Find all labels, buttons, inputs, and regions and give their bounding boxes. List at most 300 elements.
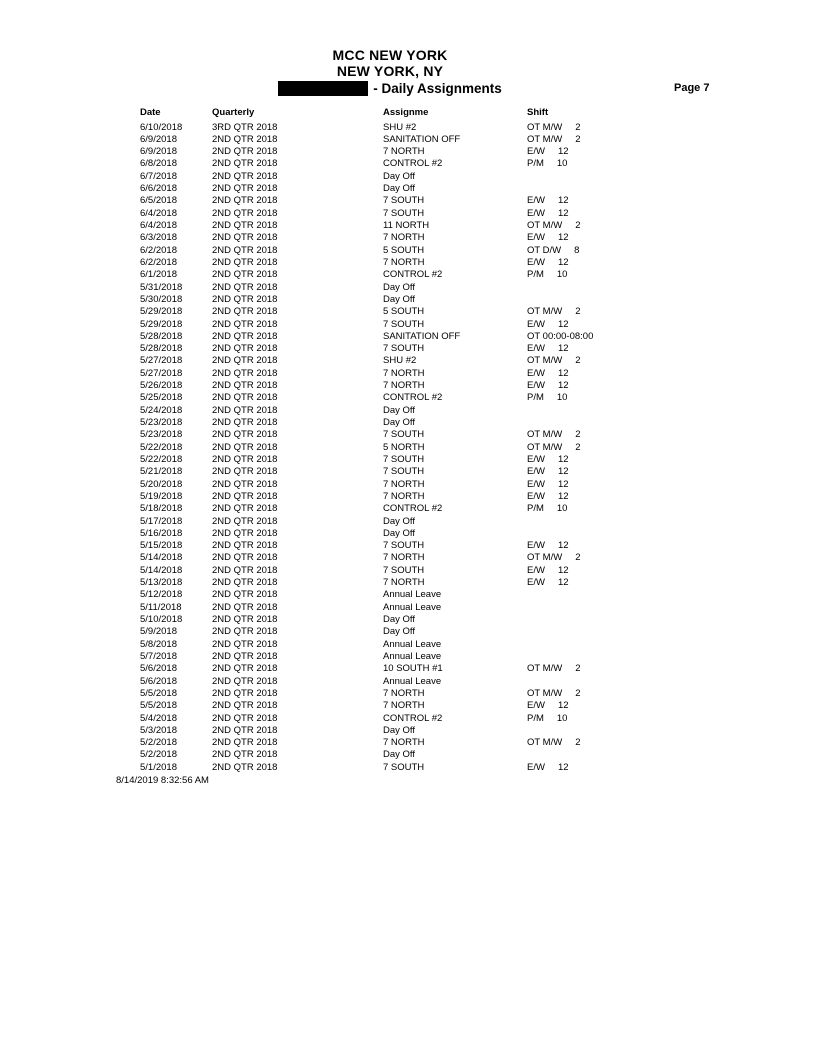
table-row xyxy=(140,319,740,331)
shift-hours: 2 xyxy=(575,121,581,133)
cell-shift xyxy=(527,639,727,651)
cell-date: 5/7/2018 xyxy=(140,650,177,662)
cell-assignment: SANITATION OFF xyxy=(383,133,461,145)
table-row xyxy=(140,269,740,281)
cell-assignment: 7 NORTH xyxy=(383,380,425,392)
cell-date: 5/4/2018 xyxy=(140,712,177,724)
redacted-name-box xyxy=(278,81,368,96)
cell-assignment: 7 NORTH xyxy=(383,577,425,589)
shift-hours: 12 xyxy=(557,380,569,392)
shift-hours: 12 xyxy=(557,577,569,589)
table-row xyxy=(140,565,740,577)
cell-shift xyxy=(527,392,727,404)
cell-quarterly: 2ND QTR 2018 xyxy=(212,380,278,392)
report-title-line xyxy=(0,80,780,97)
shift-hours: 12 xyxy=(557,564,569,576)
cell-shift xyxy=(527,368,727,380)
cell-quarterly: 2ND QTR 2018 xyxy=(212,417,278,428)
cell-shift xyxy=(527,442,727,454)
cell-assignment: Annual Leave xyxy=(383,650,442,662)
cell-shift xyxy=(527,725,727,737)
shift-hours: 10 xyxy=(556,269,568,281)
cell-assignment: 7 SOUTH xyxy=(383,761,425,773)
cell-date: 5/3/2018 xyxy=(140,724,177,736)
table-row xyxy=(140,380,740,392)
cell-quarterly: 2ND QTR 2018 xyxy=(212,232,278,244)
cell-assignment: SHU #2 xyxy=(383,121,417,133)
cell-shift xyxy=(527,331,727,343)
cell-quarterly: 3RD QTR 2018 xyxy=(212,121,278,133)
cell-assignment: Day Off xyxy=(383,281,416,293)
table-row xyxy=(140,737,740,749)
table-row xyxy=(140,343,740,355)
shift-hours: 2 xyxy=(575,552,581,564)
cell-date: 5/30/2018 xyxy=(140,293,183,305)
cell-assignment: 5 SOUTH xyxy=(383,244,425,256)
cell-shift xyxy=(527,195,727,207)
shift-code: OT M/W xyxy=(527,306,563,318)
cell-quarterly: 2ND QTR 2018 xyxy=(212,256,278,268)
cell-date: 6/8/2018 xyxy=(140,158,177,170)
cell-shift xyxy=(527,762,727,774)
cell-date: 5/6/2018 xyxy=(140,675,177,687)
table-row xyxy=(140,405,740,417)
shift-code: OT M/W xyxy=(527,737,563,749)
shift-code: OT M/W xyxy=(527,220,563,231)
cell-shift xyxy=(527,343,727,355)
cell-quarterly: 2ND QTR 2018 xyxy=(212,552,278,564)
cell-shift xyxy=(527,503,727,515)
cell-date: 5/26/2018 xyxy=(140,380,183,392)
cell-assignment: 7 NORTH xyxy=(383,232,425,244)
table-row xyxy=(140,158,740,170)
cell-assignment: 5 NORTH xyxy=(383,441,425,453)
cell-shift xyxy=(527,540,727,552)
cell-quarterly: 2ND QTR 2018 xyxy=(212,281,278,293)
cell-date: 5/2/2018 xyxy=(140,749,177,761)
cell-date: 5/8/2018 xyxy=(140,638,177,650)
cell-assignment: CONTROL #2 xyxy=(383,269,443,281)
cell-shift xyxy=(527,688,727,700)
cell-assignment: 7 SOUTH xyxy=(383,466,425,478)
table-row xyxy=(140,516,740,528)
cell-quarterly: 2ND QTR 2018 xyxy=(212,330,278,342)
cell-date: 5/22/2018 xyxy=(140,453,183,465)
cell-quarterly: 2ND QTR 2018 xyxy=(212,503,278,515)
shift-hours: 12 xyxy=(557,478,569,490)
cell-shift xyxy=(527,663,727,675)
shift-code: E/W xyxy=(527,232,545,244)
cell-quarterly: 2ND QTR 2018 xyxy=(212,146,278,158)
cell-date: 5/1/2018 xyxy=(140,761,177,773)
cell-date: 5/5/2018 xyxy=(140,687,177,699)
cell-quarterly: 2ND QTR 2018 xyxy=(212,675,278,687)
cell-quarterly: 2ND QTR 2018 xyxy=(212,343,278,355)
shift-hours: 12 xyxy=(557,490,569,502)
cell-date: 5/6/2018 xyxy=(140,663,177,675)
cell-date: 5/29/2018 xyxy=(140,318,183,330)
cell-shift xyxy=(527,479,727,491)
cell-date: 5/10/2018 xyxy=(140,614,183,625)
cell-shift xyxy=(527,355,727,367)
shift-code: OT M/W xyxy=(527,133,563,145)
cell-quarterly: 2ND QTR 2018 xyxy=(212,306,278,318)
cell-quarterly: 2ND QTR 2018 xyxy=(212,466,278,478)
shift-code: E/W xyxy=(527,453,545,465)
shift-code: E/W xyxy=(527,761,545,773)
cell-shift xyxy=(527,676,727,688)
cell-assignment: Day Off xyxy=(383,626,416,638)
shift-code: P/M xyxy=(527,269,544,281)
table-row xyxy=(140,503,740,515)
shift-code: P/M xyxy=(527,712,544,724)
cell-date: 6/4/2018 xyxy=(140,220,177,231)
shift-code: OT M/W xyxy=(527,441,563,453)
cell-quarterly: 2ND QTR 2018 xyxy=(212,626,278,638)
cell-shift xyxy=(527,454,727,466)
cell-shift xyxy=(527,466,727,478)
cell-assignment: 7 NORTH xyxy=(383,490,425,502)
shift-hours: 2 xyxy=(575,355,581,367)
shift-hours: 12 xyxy=(557,453,569,465)
table-row xyxy=(140,392,740,404)
cell-shift xyxy=(527,134,727,146)
cell-shift xyxy=(527,651,727,663)
cell-date: 5/23/2018 xyxy=(140,417,183,428)
cell-shift xyxy=(527,183,727,195)
cell-shift xyxy=(527,257,727,269)
shift-hours: 10 xyxy=(556,712,568,724)
shift-code: E/W xyxy=(527,343,545,355)
shift-hours: 12 xyxy=(557,466,569,478)
cell-date: 5/13/2018 xyxy=(140,577,183,589)
cell-quarterly: 2ND QTR 2018 xyxy=(212,170,278,182)
table-body xyxy=(140,122,740,775)
cell-shift xyxy=(527,589,727,601)
shift-hours: 2 xyxy=(575,663,581,675)
shift-code: OT M/W xyxy=(527,121,563,133)
cell-shift xyxy=(527,602,727,614)
cell-shift xyxy=(527,282,727,294)
shift-code: E/W xyxy=(527,564,545,576)
cell-assignment: 11 NORTH xyxy=(383,220,430,231)
table-row xyxy=(140,306,740,318)
cell-date: 5/25/2018 xyxy=(140,392,183,404)
cell-shift xyxy=(527,737,727,749)
shift-code: OT M/W xyxy=(527,355,563,367)
cell-quarterly: 2ND QTR 2018 xyxy=(212,293,278,305)
table-row xyxy=(140,171,740,183)
table-row xyxy=(140,146,740,158)
cell-assignment: Day Off xyxy=(383,527,416,539)
shift-hours: 12 xyxy=(557,318,569,330)
table-row xyxy=(140,589,740,601)
table-row xyxy=(140,639,740,651)
cell-quarterly: 2ND QTR 2018 xyxy=(212,441,278,453)
table-row xyxy=(140,688,740,700)
cell-assignment: SANITATION OFF xyxy=(383,330,461,342)
cell-assignment: Day Off xyxy=(383,724,416,736)
table-row xyxy=(140,577,740,589)
cell-assignment: 7 NORTH xyxy=(383,737,425,749)
cell-shift xyxy=(527,417,727,429)
table-row xyxy=(140,245,740,257)
shift-code: OT 00:00-08:00 xyxy=(527,330,594,342)
table-row xyxy=(140,122,740,134)
cell-quarterly: 2ND QTR 2018 xyxy=(212,712,278,724)
table-row xyxy=(140,429,740,441)
report-header xyxy=(0,48,780,97)
cell-quarterly: 2ND QTR 2018 xyxy=(212,527,278,539)
cell-assignment: 7 NORTH xyxy=(383,700,425,712)
table-row xyxy=(140,528,740,540)
cell-quarterly: 2ND QTR 2018 xyxy=(212,429,278,441)
cell-shift xyxy=(527,158,727,170)
cell-quarterly: 2ND QTR 2018 xyxy=(212,490,278,502)
cell-quarterly: 2ND QTR 2018 xyxy=(212,355,278,367)
table-row xyxy=(140,368,740,380)
table-row xyxy=(140,663,740,675)
cell-date: 6/2/2018 xyxy=(140,244,177,256)
cell-date: 5/5/2018 xyxy=(140,700,177,712)
cell-quarterly: 2ND QTR 2018 xyxy=(212,195,278,207)
cell-shift xyxy=(527,528,727,540)
shift-code: E/W xyxy=(527,540,545,552)
table-row xyxy=(140,552,740,564)
table-row xyxy=(140,282,740,294)
shift-code: E/W xyxy=(527,380,545,392)
table-row xyxy=(140,454,740,466)
cell-assignment: 7 SOUTH xyxy=(383,540,425,552)
cell-date: 6/6/2018 xyxy=(140,183,177,195)
cell-shift xyxy=(527,749,727,761)
cell-shift xyxy=(527,380,727,392)
shift-code: OT D/W xyxy=(527,244,562,256)
cell-date: 5/14/2018 xyxy=(140,564,183,576)
cell-assignment: 10 SOUTH #1 xyxy=(383,663,443,675)
column-header-shift: Shift xyxy=(527,107,549,118)
cell-assignment: Day Off xyxy=(383,749,416,761)
cell-date: 5/20/2018 xyxy=(140,478,183,490)
cell-assignment: 7 NORTH xyxy=(383,687,425,699)
cell-shift xyxy=(527,122,727,134)
cell-date: 5/28/2018 xyxy=(140,343,183,355)
table-row xyxy=(140,134,740,146)
table-row xyxy=(140,208,740,220)
cell-shift xyxy=(527,319,727,331)
cell-date: 5/9/2018 xyxy=(140,626,177,638)
cell-assignment: Annual Leave xyxy=(383,675,442,687)
cell-quarterly: 2ND QTR 2018 xyxy=(212,367,278,379)
cell-quarterly: 2ND QTR 2018 xyxy=(212,220,278,231)
table-row xyxy=(140,466,740,478)
shift-hours: 10 xyxy=(556,503,568,515)
cell-assignment: 7 SOUTH xyxy=(383,429,425,441)
cell-assignment: Annual Leave xyxy=(383,601,442,613)
column-header-assignment: Assignme xyxy=(383,107,429,118)
shift-hours: 12 xyxy=(557,232,569,244)
shift-code: P/M xyxy=(527,503,544,515)
table-row xyxy=(140,331,740,343)
shift-code: OT M/W xyxy=(527,663,563,675)
cell-assignment: SHU #2 xyxy=(383,355,417,367)
column-header-quarterly: Quarterly xyxy=(212,107,255,118)
table-row xyxy=(140,294,740,306)
cell-date: 6/9/2018 xyxy=(140,146,177,158)
cell-assignment: 5 SOUTH xyxy=(383,306,425,318)
shift-code: E/W xyxy=(527,490,545,502)
cell-shift xyxy=(527,700,727,712)
shift-hours: 2 xyxy=(575,306,581,318)
table-row xyxy=(140,257,740,269)
cell-quarterly: 2ND QTR 2018 xyxy=(212,392,278,404)
table-row xyxy=(140,355,740,367)
cell-date: 6/9/2018 xyxy=(140,133,177,145)
cell-assignment: Day Off xyxy=(383,183,416,195)
shift-code: E/W xyxy=(527,195,545,207)
cell-date: 5/12/2018 xyxy=(140,589,183,601)
table-row xyxy=(140,762,740,774)
cell-assignment: Day Off xyxy=(383,614,416,625)
cell-date: 5/14/2018 xyxy=(140,552,183,564)
cell-assignment: 7 SOUTH xyxy=(383,453,425,465)
cell-quarterly: 2ND QTR 2018 xyxy=(212,540,278,552)
cell-assignment: CONTROL #2 xyxy=(383,392,443,404)
cell-quarterly: 2ND QTR 2018 xyxy=(212,515,278,527)
cell-shift xyxy=(527,146,727,158)
cell-date: 5/11/2018 xyxy=(140,601,182,613)
cell-quarterly: 2ND QTR 2018 xyxy=(212,318,278,330)
shift-hours: 12 xyxy=(557,540,569,552)
shift-hours: 8 xyxy=(574,244,580,256)
cell-assignment: 7 SOUTH xyxy=(383,195,425,207)
cell-shift xyxy=(527,491,727,503)
cell-date: 5/27/2018 xyxy=(140,367,183,379)
cell-assignment: Day Off xyxy=(383,404,416,416)
shift-hours: 2 xyxy=(575,133,581,145)
cell-quarterly: 2ND QTR 2018 xyxy=(212,133,278,145)
cell-date: 6/3/2018 xyxy=(140,232,177,244)
cell-shift xyxy=(527,626,727,638)
cell-date: 5/22/2018 xyxy=(140,441,183,453)
table-row xyxy=(140,491,740,503)
cell-date: 5/24/2018 xyxy=(140,404,183,416)
table-row xyxy=(140,602,740,614)
cell-date: 5/27/2018 xyxy=(140,355,183,367)
cell-shift xyxy=(527,713,727,725)
shift-hours: 12 xyxy=(557,256,569,268)
table-row xyxy=(140,417,740,429)
cell-assignment: CONTROL #2 xyxy=(383,503,443,515)
cell-date: 6/5/2018 xyxy=(140,195,177,207)
cell-assignment: 7 NORTH xyxy=(383,146,425,158)
cell-date: 5/28/2018 xyxy=(140,330,183,342)
shift-code: E/W xyxy=(527,700,545,712)
shift-hours: 2 xyxy=(575,220,581,231)
cell-quarterly: 2ND QTR 2018 xyxy=(212,663,278,675)
cell-quarterly: 2ND QTR 2018 xyxy=(212,207,278,219)
cell-shift xyxy=(527,552,727,564)
shift-code: P/M xyxy=(527,158,544,170)
cell-shift xyxy=(527,269,727,281)
cell-assignment: 7 SOUTH xyxy=(383,318,425,330)
shift-hours: 10 xyxy=(556,158,568,170)
cell-assignment: 7 SOUTH xyxy=(383,564,425,576)
cell-assignment: Day Off xyxy=(383,293,416,305)
table-row xyxy=(140,700,740,712)
cell-shift xyxy=(527,306,727,318)
cell-assignment: 7 NORTH xyxy=(383,478,425,490)
table-row xyxy=(140,626,740,638)
cell-quarterly: 2ND QTR 2018 xyxy=(212,404,278,416)
cell-quarterly: 2ND QTR 2018 xyxy=(212,614,278,625)
cell-quarterly: 2ND QTR 2018 xyxy=(212,158,278,170)
table-header-row xyxy=(140,106,740,120)
cell-shift xyxy=(527,171,727,183)
shift-code: OT M/W xyxy=(527,552,563,564)
shift-hours: 2 xyxy=(575,737,581,749)
cell-assignment: Day Off xyxy=(383,515,416,527)
table-row xyxy=(140,183,740,195)
column-header-date: Date xyxy=(140,107,161,118)
cell-quarterly: 2ND QTR 2018 xyxy=(212,737,278,749)
cell-quarterly: 2ND QTR 2018 xyxy=(212,700,278,712)
cell-shift xyxy=(527,405,727,417)
assignments-table xyxy=(140,106,740,774)
cell-quarterly: 2ND QTR 2018 xyxy=(212,650,278,662)
shift-code: OT M/W xyxy=(527,687,563,699)
cell-quarterly: 2ND QTR 2018 xyxy=(212,564,278,576)
cell-assignment: CONTROL #2 xyxy=(383,158,443,170)
cell-date: 6/4/2018 xyxy=(140,207,177,219)
cell-date: 6/2/2018 xyxy=(140,256,177,268)
cell-quarterly: 2ND QTR 2018 xyxy=(212,724,278,736)
cell-date: 5/19/2018 xyxy=(140,490,183,502)
table-row xyxy=(140,676,740,688)
cell-assignment: Annual Leave xyxy=(383,589,442,601)
cell-shift xyxy=(527,220,727,232)
cell-quarterly: 2ND QTR 2018 xyxy=(212,601,278,613)
table-row xyxy=(140,232,740,244)
shift-hours: 12 xyxy=(557,700,569,712)
shift-hours: 12 xyxy=(557,761,569,773)
cell-quarterly: 2ND QTR 2018 xyxy=(212,638,278,650)
cell-shift xyxy=(527,577,727,589)
cell-quarterly: 2ND QTR 2018 xyxy=(212,577,278,589)
table-row xyxy=(140,725,740,737)
cell-shift xyxy=(527,565,727,577)
shift-hours: 2 xyxy=(575,429,581,441)
cell-shift xyxy=(527,232,727,244)
cell-date: 5/23/2018 xyxy=(140,429,183,441)
page-number: Page 7 xyxy=(674,82,710,94)
table-row xyxy=(140,614,740,626)
facility-name: MCC NEW YORK xyxy=(332,47,448,63)
table-row xyxy=(140,540,740,552)
cell-shift xyxy=(527,294,727,306)
shift-hours: 12 xyxy=(557,343,569,355)
shift-code: E/W xyxy=(527,207,545,219)
cell-assignment: CONTROL #2 xyxy=(383,712,443,724)
cell-quarterly: 2ND QTR 2018 xyxy=(212,589,278,601)
table-row xyxy=(140,442,740,454)
shift-code: E/W xyxy=(527,478,545,490)
cell-assignment: Day Off xyxy=(383,170,416,182)
cell-date: 6/1/2018 xyxy=(140,269,177,281)
table-row xyxy=(140,713,740,725)
cell-assignment: 7 NORTH xyxy=(383,256,425,268)
cell-date: 6/10/2018 xyxy=(140,121,183,133)
